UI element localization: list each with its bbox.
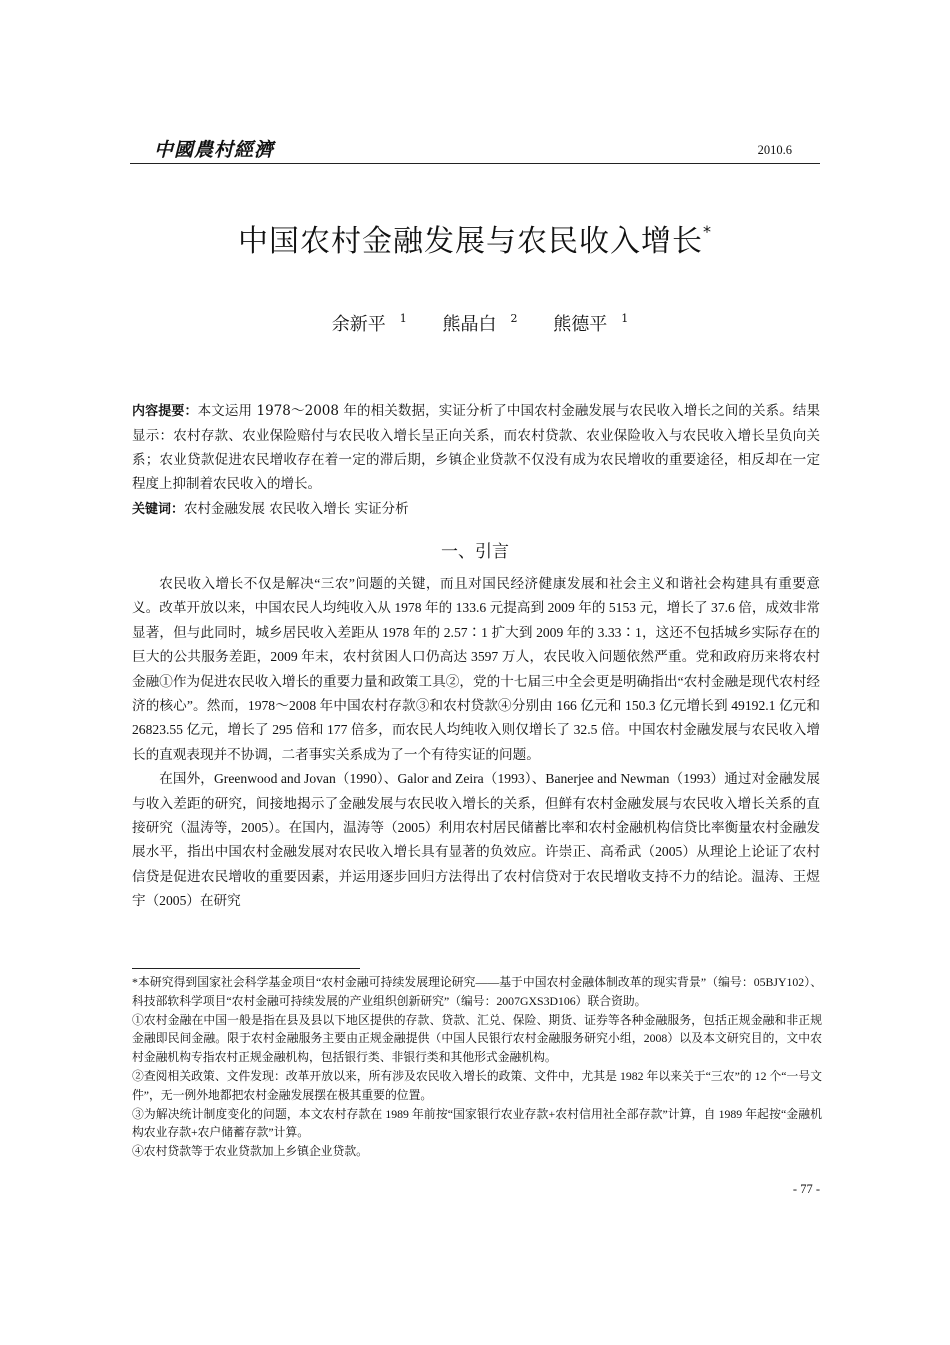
author-list bbox=[0, 310, 950, 336]
author-name: 熊晶白 bbox=[442, 314, 497, 335]
footnote-3: ③为解决统计制度变化的问题，本文农村存款在 1989 年前按“国家银行农业存款+农村信用社全部存款”计算，自 1989 年起按“金融机构农业存款+农户储蓄存款”计算。 bbox=[132, 1106, 822, 1140]
keywords bbox=[132, 497, 820, 522]
section-heading: 一、引言 bbox=[441, 542, 509, 562]
footnote-4: ④农村贷款等于农业贷款加上乡镇企业贷款。 bbox=[132, 1144, 368, 1159]
author-1 bbox=[322, 314, 407, 335]
author-name: 熊德平 bbox=[553, 314, 608, 335]
paper-title-text: 中国农村金融发展与农民收入增长 bbox=[238, 224, 703, 259]
abstract-text: 本文运用 1978～2008 年的相关数据，实证分析了中国农村金融发展与农民收入增长之间的关系。结果显示：农村存款、农业保险赔付与农民收入增长呈正向关系，而农村贷款、农业保险收入与农民收入增长呈负向关系；农业贷款促进农民增收存在着一定的滞后期，乡镇企业贷款不仅没有成为农民增收的重要途径，相反却在一定程度上抑制着农民收入的增长。 bbox=[132, 403, 820, 492]
issue-number: 2010.6 bbox=[757, 143, 792, 157]
title-footnote-marker: * bbox=[703, 222, 712, 241]
abstract-label: 内容提要： bbox=[132, 404, 198, 419]
keywords-label: 关键词： bbox=[132, 502, 185, 517]
running-header bbox=[130, 133, 820, 164]
paragraph-2: 在国外，Greenwood and Jovan（1990）、Galor and Zeira（1993）、Banerjee and Newman（1993）通过对金融发展与收入差距的研究，间接地揭示了金融发展与农民收入增长的关系，但鲜有农村金融发展与农民收入增长关系的直接研究（温涛等，2005）。在国内，温涛等（2005）利用农村居民储蓄比率和农村金融机构信贷比率衡量农村金融发展水平，指出中国农村金融发展对农民收入增长具有显著的负效应。许崇正、高希武（2005）从理论上论证了农村信贷是促进农民增收的重要因素，并运用逐步回归方法得出了农村信贷对于农民增收支持不力的结论。温涛、王煜宇（2005）在研究 bbox=[132, 771, 820, 909]
body-text bbox=[132, 572, 820, 914]
footnote-funding: *本研究得到国家社会科学基金项目“农村金融可持续发展理论研究——基于中国农村金融体制改革的现实背景”（编号：05BJY102）、科技部软科学项目“农村金融可持续发展的产业组织创新研究”（编号：2007GXS3D106）联合资助。 bbox=[132, 975, 822, 1008]
author-3 bbox=[543, 314, 628, 335]
footnotes bbox=[132, 973, 822, 1161]
abstract bbox=[132, 399, 820, 496]
page-number: - 77 - bbox=[792, 1182, 820, 1196]
journal-name: 中國農村經濟 bbox=[154, 139, 275, 161]
author-affiliation: 1 bbox=[399, 312, 407, 325]
footnote-1: ①农村金融在中国一般是指在县及县以下地区提供的存款、贷款、汇兑、保险、期货、证券等各种金融服务，包括正规金融和非正规金融即民间金融。限于农村金融服务主要由正规金融提供（中国人民银行农村金融服务研究小组，2008）以及本文研究目的，文中农村金融机构专指农村正规金融机构，包括银行类、非银行类和其他形式金融机构。 bbox=[132, 1012, 822, 1065]
footnote-divider bbox=[132, 968, 360, 969]
author-2 bbox=[433, 314, 518, 335]
paper-title bbox=[0, 216, 950, 260]
paragraph-1: 农民收入增长不仅是解决“三农”问题的关键，而且对国民经济健康发展和社会主义和谐社会构建具有重要意义。改革开放以来，中国农民人均纯收入从 1978 年的 133.6 元提高到 2009 年的 5153 元，增长了 37.6 倍，成效非常显著，但与此同时，城乡居民收入差距从 1978 年的 2.57∶1 扩大到 2009 年的 3.33∶1，这还不包括城乡实际存在的巨大的公共服务差距，2009 年末，农村贫困人口仍高达 3597 万人，农民收入问题依然严重。党和政府历来将农村金融①作为促进农民收入增长的重要力量和政策工具②，党的十七届三中全会更是明确指出“农村金融是现代农村经济的核心”。然而，1978～2008 年中国农村存款③和农村贷款④分别由 166 亿元和 150.3 亿元增长到 49192.1 亿元和 26823.55 亿元，增长了 295 倍和 177 倍多，而农民人均纯收入则仅增长了 32.5 倍。中国农村金融发展与农民收入增长的直观表现并不协调，二者事实关系成为了一个有待实证的问题。 bbox=[132, 576, 820, 762]
footnote-2: ②查阅相关政策、文件发现：改革开放以来，所有涉及农民收入增长的政策、文件中，尤其是 1982 年以来关于“三农”的 12 个“一号文件”，无一例外地都把农村金融发展摆在极其重要的位置。 bbox=[132, 1068, 822, 1102]
author-affiliation: 1 bbox=[621, 312, 629, 325]
author-name: 余新平 bbox=[331, 314, 386, 335]
author-affiliation: 2 bbox=[510, 312, 518, 325]
keywords-text: 农村金融发展 农民收入增长 实证分析 bbox=[184, 501, 409, 517]
